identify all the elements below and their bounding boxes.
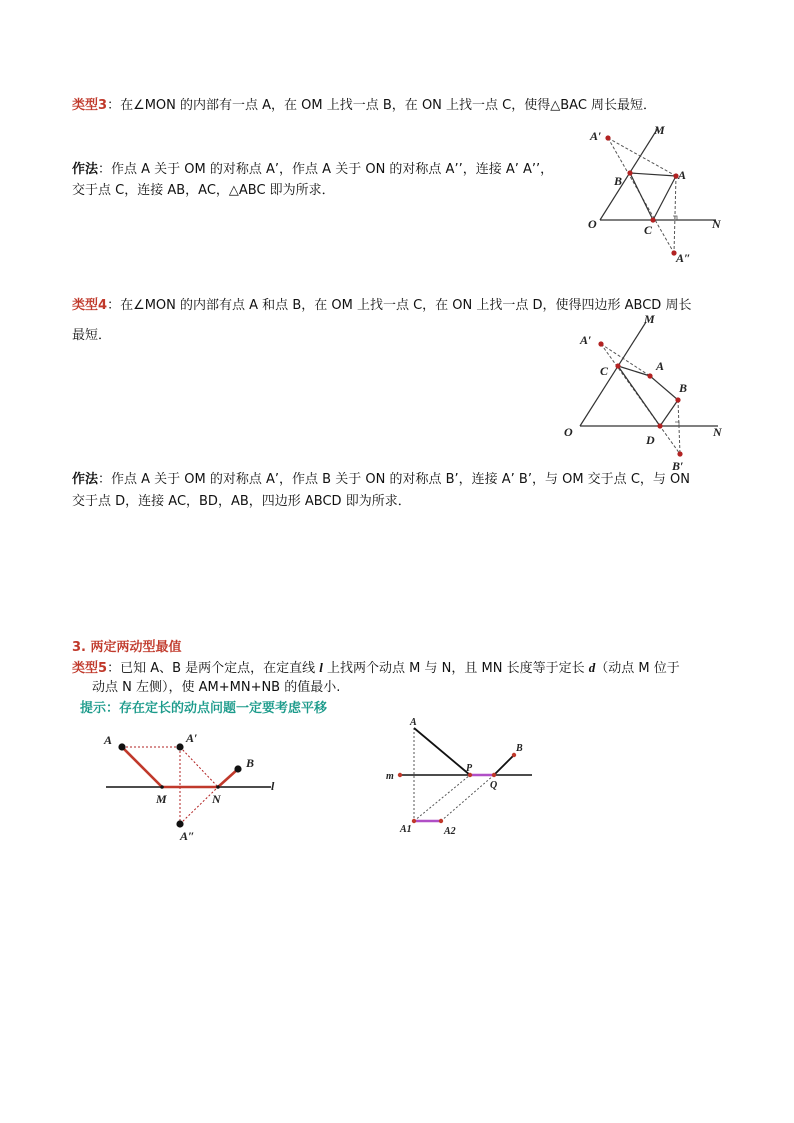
fig4-label-A: A [656, 359, 665, 373]
type3-number: 3 [98, 98, 108, 113]
type4-label: 类型 [72, 298, 99, 313]
fig3-label-A: A [678, 168, 687, 182]
type4-text: ：在∠MON 的内部有点 A 和点 B，在 OM 上找一点 C，在 ON 上找一点 D，使得四边形 ABCD 周长 [107, 298, 692, 313]
type3-text: ：在∠MON 的内部有一点 A，在 OM 上找一点 B，在 ON 上找一点 C，使得△BAC 周长最短． [107, 98, 657, 113]
type4-statement-line2: 最短． [72, 328, 112, 343]
type5-number: 5 [98, 661, 108, 676]
fig5b-label-P: P [466, 763, 473, 774]
fig4-label-B-prime: B′ [672, 459, 684, 473]
type3-method-text1: ：作点 A 关于 OM 的对称点 A’，作点 A 关于 ON 的对称点 A’’，连接 A’ A’’， [98, 162, 554, 177]
fig5a-label-N: N [212, 792, 221, 806]
type3-statement [72, 97, 656, 114]
fig5a-label-A-prime: A′ [186, 731, 198, 745]
type4-figure [560, 308, 730, 478]
type4-number: 4 [98, 298, 108, 313]
fig5a-label-A-double-prime: A″ [180, 829, 195, 843]
fig5b-label-Q: Q [490, 780, 498, 791]
fig3-label-B: B [614, 174, 623, 188]
fig5b-label-A: A [410, 717, 417, 728]
type5-statement [72, 659, 680, 677]
type5-hint: 提示：存在定长的动点问题一定要考虑平移 [80, 701, 328, 716]
fig5b-label-A2: A2 [444, 826, 456, 837]
type3-method-line2: 交于点 C，连接 AB，AC，△ABC 即为所求． [72, 183, 335, 198]
type5-length-symbol: d [588, 660, 596, 675]
type4-method-text1: ：作点 A 关于 OM 的对称点 A’，作点 B 关于 ON 的对称点 B’，连接 A’ B’，与 OM 交于点 C，与 ON [98, 472, 690, 487]
fig3-label-M: M [654, 123, 665, 137]
fig5b-label-A1: A1 [400, 824, 412, 835]
fig5b-label-m: m [386, 771, 394, 782]
fig4-label-O: O [564, 425, 573, 439]
fig5a-label-l: l [271, 779, 275, 793]
type4-method-line2: 交于点 D，连接 AC，BD，AB，四边形 ABCD 即为所求． [72, 494, 411, 509]
type3-method-line1 [72, 161, 553, 178]
type5-figure-right [380, 713, 540, 843]
fig4-label-C: C [600, 364, 609, 378]
type5-text-c: （动点 M 位于 [595, 661, 680, 676]
type3-figure [578, 118, 738, 268]
fig4-label-A-prime: A′ [580, 333, 592, 347]
fig5a-label-B: B [246, 756, 255, 770]
fig4-label-D: D [646, 433, 655, 447]
type5-statement-line2: 动点 N 左侧），使 AM+MN+NB 的值最小. [92, 680, 341, 695]
fig3-label-A-prime: A′ [590, 129, 602, 143]
type5-text-b: 上找两个动点 M 与 N，且 MN 长度等于定长 [322, 661, 589, 676]
fig5b-label-B: B [516, 743, 523, 754]
type5-figure-left [96, 730, 296, 845]
fig5a-label-A: A [104, 733, 113, 747]
fig4-label-B: B [679, 381, 688, 395]
fig5a-label-M: M [156, 792, 167, 806]
fig4-label-M: M [644, 312, 655, 326]
fig3-label-A-double-prime: A″ [676, 251, 691, 265]
fig3-label-O: O [588, 217, 597, 231]
type3-method-label: 作法 [72, 162, 99, 177]
section3-heading: 3. 两定两动型最值 [72, 640, 182, 655]
fig3-label-C: C [644, 223, 653, 237]
fig3-label-N: N [712, 217, 721, 231]
fig4-label-N: N [713, 425, 722, 439]
type5-label: 类型 [72, 661, 99, 676]
type4-method-line1 [72, 471, 690, 488]
type3-label: 类型 [72, 98, 99, 113]
type5-text-a: ：已知 A、B 是两个定点，在定直线 [107, 661, 320, 676]
type4-method-label: 作法 [72, 472, 99, 487]
type5-line-symbol: l [319, 660, 323, 675]
